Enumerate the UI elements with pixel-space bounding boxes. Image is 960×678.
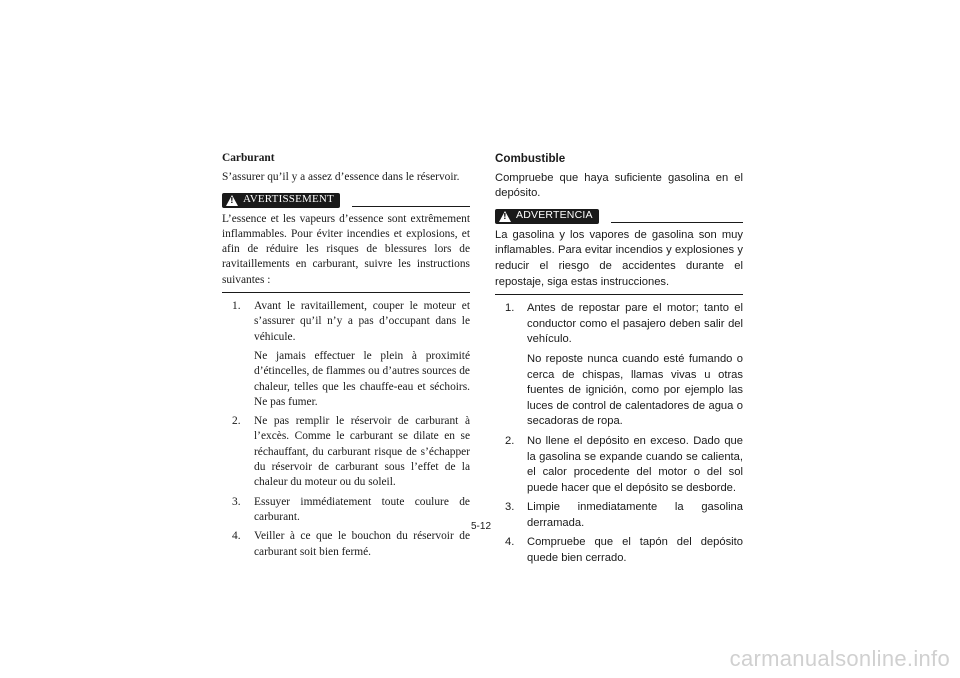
watermark: carmanualsonline.info	[729, 646, 950, 671]
intro-text: S’assurer qu’il y a assez d’essence dans le réservoir.	[222, 171, 460, 184]
step-text: Essuyer immédiatement toute coulure de carburant.	[254, 495, 470, 523]
list-item	[222, 529, 470, 560]
warning-rule	[611, 222, 743, 223]
warning-header	[222, 192, 470, 208]
section-heading: Carburant	[222, 152, 275, 164]
warning-header	[495, 208, 743, 224]
list-item	[495, 535, 743, 566]
step-number: 2.	[232, 415, 241, 428]
step-text: Limpie inmediatamente la gasolina derramada.	[527, 501, 743, 529]
step-text: Antes de repostar pare el motor; tanto el conductor como el pasajero deben salir del vehículo.	[527, 302, 743, 346]
step-number: 1.	[505, 302, 515, 315]
list-item	[222, 414, 470, 490]
list-item	[495, 500, 743, 531]
warning-badge	[495, 209, 599, 224]
list-item	[222, 299, 470, 410]
step-extra-text: Ne jamais effectuer le plein à proximité d’étincelles, de flammes ou d’autres sources de chaleur, telles que les chauffe-eau et séchoirs. Ne pas fumer.	[254, 349, 470, 408]
intro-text: Compruebe que haya suficiente gasolina en el depósito.	[495, 171, 743, 200]
step-number: 3.	[505, 501, 515, 514]
warning-triangle-icon	[499, 211, 511, 222]
step-number: 1.	[232, 300, 241, 313]
french-column	[222, 151, 470, 564]
spanish-column	[495, 151, 743, 571]
list-item	[495, 434, 743, 496]
step-extra-text: No reposte nunca cuando esté fumando o cerca de chispas, llamas vivas u otras fuentes de ignición, como por ejemplo las luces de control de calentadores de agua o secadoras de ropa.	[527, 352, 743, 428]
step-text: Ne pas remplir le réservoir de carburant à l’excès. Comme le carburant se dilate en se réchauffant, du carburant risque de s’échapper du réservoir de carburant sous l’effet de la chaleur du moteur ou du soleil.	[254, 415, 470, 489]
warning-triangle-icon	[226, 195, 238, 206]
warning-label: AVERTISSEMENT	[243, 193, 334, 206]
section-heading: Combustible	[495, 152, 566, 165]
step-text: Veiller à ce que le bouchon du réservoir de carburant soit bien fermé.	[254, 530, 470, 558]
step-text: No llene el depósito en exceso. Dado que la gasolina se expande cuando se calienta, el calor procedente del motor o del sol puede hacer que el depósito se desborde.	[527, 434, 743, 494]
step-list	[222, 299, 470, 560]
page-number: 5-12	[471, 521, 492, 532]
warning-badge	[222, 193, 340, 208]
step-number: 4.	[232, 530, 241, 543]
step-list	[495, 301, 743, 567]
step-text: Compruebe que el tapón del depósito quede bien cerrado.	[527, 536, 743, 565]
step-number: 2.	[505, 434, 515, 447]
warning-rule	[352, 206, 470, 207]
warning-text: L’essence et les vapeurs d’essence sont extrêmement inflammables. Pour éviter incendies et explosions, et afin de réduire les risques de blessures lors de ravitaillements en carburant, suivre les instructions suivantes :	[222, 212, 470, 293]
warning-text: La gasolina y los vapores de gasolina son muy inflamables. Para evitar incendios y explosiones y reducir el riesgo de accidentes durante el repostaje, siga estas instrucciones.	[495, 228, 743, 295]
list-item	[222, 495, 470, 526]
step-text: Avant le ravitaillement, couper le moteur et s’assurer qu’il n’y a pas d’occupant dans le véhicule.	[254, 300, 470, 343]
list-item	[495, 301, 743, 430]
warning-label: ADVERTENCIA	[516, 209, 593, 222]
step-number: 4.	[505, 536, 515, 549]
step-number: 3.	[232, 495, 241, 508]
